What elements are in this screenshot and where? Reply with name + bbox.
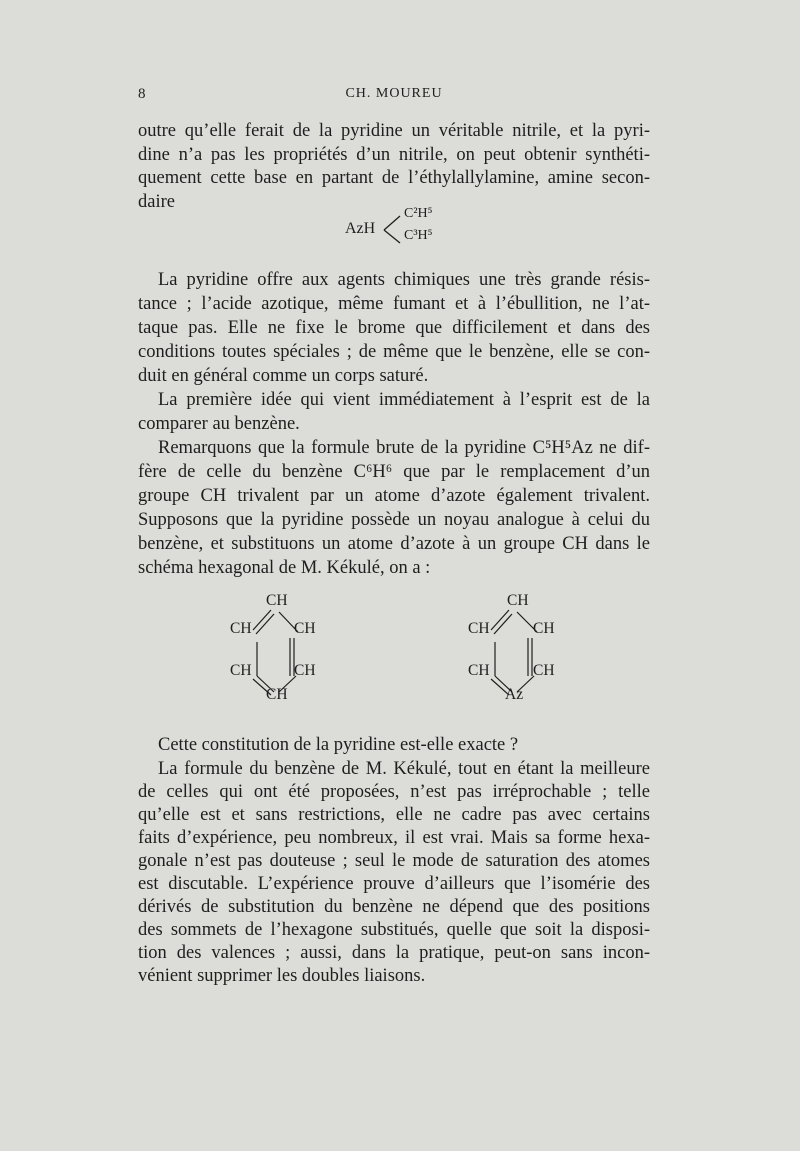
text-line: outre qu’elle ferait de la pyridine un véritable nitrile, et la pyri- [138, 121, 650, 141]
text-line: Remarquons que la formule brute de la pyridine C⁵H⁵Az ne dif- [158, 438, 650, 458]
text-line: faits d’expérience, peu nombreux, il est vrai. Mais sa forme hexa- [138, 828, 650, 848]
benzene-lower-left-group: CH [230, 662, 252, 679]
pyridine-bottom-atom: Az [505, 686, 524, 703]
page-number: 8 [138, 86, 146, 102]
running-head: CH. MOUREU [345, 86, 443, 101]
text-line: taque pas. Elle ne fixe le brome que difficilement et dans des [138, 318, 650, 338]
benzene-lower-right-group: CH [294, 662, 316, 679]
text-line: des sommets de l’hexagone substitués, quelle que soit la disposi- [138, 920, 650, 940]
pyridine-top-group: CH [507, 592, 529, 609]
formula-upper-group: C²H⁵ [404, 206, 433, 221]
text-line: conditions toutes spéciales ; de même que le benzène, elle se con- [138, 342, 650, 362]
text-line: schéma hexagonal de M. Kékulé, on a : [138, 558, 431, 578]
text-line: est discutable. L’expérience prouve d’ailleurs que l’isomérie des [138, 874, 650, 894]
formula-lower-group: C³H⁵ [404, 228, 433, 243]
text-line: La première idée qui vient immédiatement à l’esprit est de la [158, 390, 650, 410]
pyridine-lower-right-group: CH [533, 662, 555, 679]
benzene-upper-left-group: CH [230, 620, 252, 637]
text-line: comparer au benzène. [138, 414, 300, 434]
text-line: La formule du benzène de M. Kékulé, tout en étant la meilleure [158, 759, 650, 779]
text-line: La pyridine offre aux agents chimiques une très grande résis- [158, 270, 650, 290]
text-line: Cette constitution de la pyridine est-elle exacte ? [158, 735, 519, 755]
text-line: groupe CH trivalent par un atome d’azote également trivalent. [138, 486, 650, 506]
benzene-top-group: CH [266, 592, 288, 609]
formula-prefix: AzH [345, 220, 376, 237]
text-line: dine n’a pas les propriétés d’un nitrile, on peut obtenir synthéti- [138, 145, 650, 165]
pyridine-lower-left-group: CH [468, 662, 490, 679]
text-line: daire [138, 192, 175, 212]
text-line: qu’elle est et sans restrictions, elle ne cadre pas avec certains [138, 805, 650, 825]
text-line: benzène, et substituons un atome d’azote à un groupe CH dans le [138, 534, 650, 554]
text-line: de celles qui ont été proposées, n’est pas irréprochable ; telle [138, 782, 650, 802]
benzene-bottom-group: CH [266, 686, 288, 703]
text-line: quement cette base en partant de l’éthylallylamine, amine secon- [138, 168, 650, 188]
text-line: tance ; l’acide azotique, même fumant et à l’ébullition, ne l’at- [138, 294, 650, 314]
text-line: dérivés de substitution du benzène ne dépend que des positions [138, 897, 650, 917]
text-line: gonale n’est pas douteuse ; seul le mode de saturation des atomes [138, 851, 650, 871]
benzene-upper-right-group: CH [294, 620, 316, 637]
text-line: Supposons que la pyridine possède un noyau analogue à celui du [138, 510, 650, 530]
text-line: duit en général comme un corps saturé. [138, 366, 429, 386]
text-line: tion des valences ; aussi, dans la pratique, peut-on sans incon- [138, 943, 650, 963]
text-line: fère de celle du benzène C⁶H⁶ que par le remplacement d’un [138, 462, 650, 482]
pyridine-upper-right-group: CH [533, 620, 555, 637]
pyridine-upper-left-group: CH [468, 620, 490, 637]
text-line: vénient supprimer les doubles liaisons. [138, 966, 426, 986]
